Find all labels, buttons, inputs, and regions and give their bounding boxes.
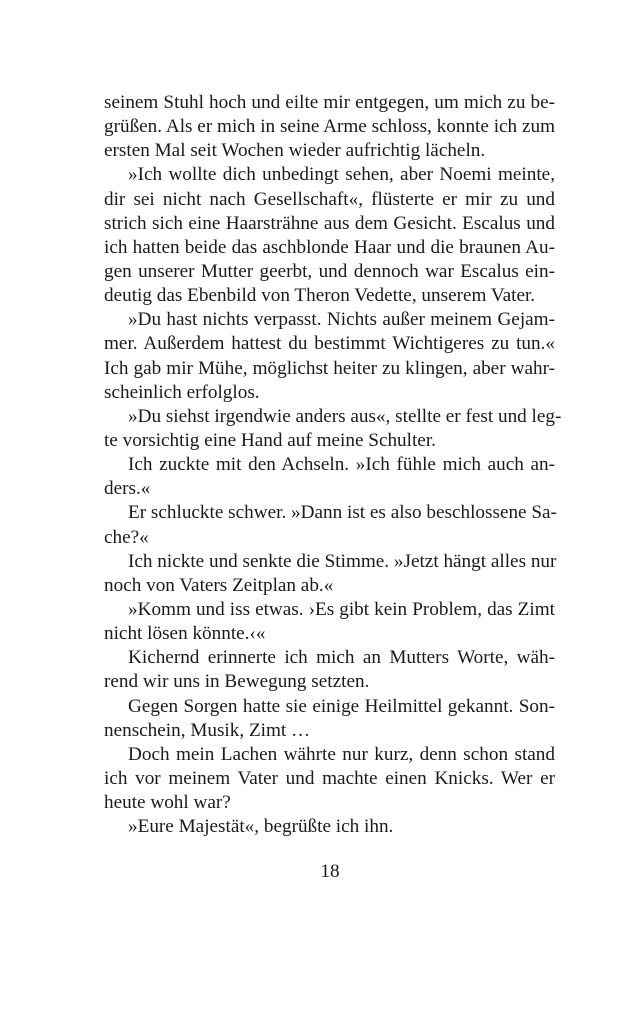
paragraph — [104, 815, 555, 839]
paragraph — [104, 501, 555, 549]
text-line: dir sei nicht nach Gesellschaft«, flüsterte er mir zu und — [104, 188, 555, 210]
text-line: nenschein, Musik, Zimt … — [104, 719, 311, 741]
text-line: Ich zuckte mit den Achseln. »Ich fühle mich auch an- — [128, 454, 555, 476]
text-line: grüßen. Als er mich in seine Arme schloss, konnte ich zum — [104, 116, 555, 138]
text-line: deutig das Ebenbild von Theron Vedette, unserem Vater. — [104, 285, 536, 307]
paragraph — [104, 598, 555, 646]
paragraph — [104, 308, 555, 405]
text-line: »Du siehst irgendwie anders aus«, stellte er fest und leg- — [128, 405, 562, 427]
body-text — [104, 91, 562, 839]
text-line: »Eure Majestät«, begrüßte ich ihn. — [128, 816, 394, 838]
text-line: scheinlich erfolglos. — [104, 381, 260, 403]
text-line: noch von Vaters Zeitplan ab.« — [104, 574, 334, 596]
paragraph — [104, 743, 555, 815]
text-line: Ich nickte und senkte die Stimme. »Jetzt hängt alles nur — [128, 550, 557, 572]
text-line: nicht lösen könnte.‹« — [104, 623, 266, 645]
paragraph — [104, 91, 555, 163]
text-line: Doch mein Lachen währte nur kurz, denn schon stand — [128, 743, 555, 765]
text-line: »Komm und iss etwas. ›Es gibt kein Problem, das Zimt — [128, 598, 555, 620]
text-line: gen unserer Mutter geerbt, und dennoch war Escalus ein- — [104, 260, 555, 282]
text-line: Kichernd erinnerte ich mich an Mutters Worte, wäh- — [128, 647, 555, 669]
text-line: ders.« — [104, 478, 151, 500]
text-line: seinem Stuhl hoch und eilte mir entgegen, um mich zu be- — [104, 92, 555, 113]
text-line: heute wohl war? — [104, 792, 231, 814]
paragraph — [104, 163, 555, 308]
text-line: Ich gab mir Mühe, möglichst heiter zu klingen, aber wahr- — [104, 357, 555, 379]
text-line: ich hatten beide das aschblonde Haar und die braunen Au- — [104, 236, 555, 258]
paragraph — [104, 695, 555, 743]
text-line: Gegen Sorgen hatte sie einige Heilmittel gekannt. Son- — [128, 695, 555, 717]
text-line: Er schluckte schwer. »Dann ist es also beschlossene Sa- — [128, 502, 557, 524]
text-line: che?« — [104, 526, 149, 548]
paragraph — [104, 550, 555, 598]
text-line: ich vor meinem Vater und machte einen Knicks. Wer er — [104, 767, 555, 789]
text-line: te vorsichtig eine Hand auf meine Schulter. — [104, 429, 436, 451]
paragraph — [104, 453, 555, 501]
text-line: »Ich wollte dich unbedingt sehen, aber Noemi meinte, — [128, 164, 555, 186]
paragraph — [104, 405, 562, 453]
text-line: rend wir uns in Bewegung setzten. — [104, 671, 370, 693]
page-number: 18 — [320, 861, 340, 882]
text-line: »Du hast nichts verpasst. Nichts außer meinem Gejam- — [128, 309, 555, 331]
paragraph — [104, 646, 555, 694]
text-line: ersten Mal seit Wochen wieder aufrichtig lächeln. — [104, 140, 486, 162]
text-line: mer. Außerdem hattest du bestimmt Wichtigeres zu tun.« — [104, 333, 555, 355]
text-line: strich sich eine Haarsträhne aus dem Gesicht. Escalus und — [104, 212, 555, 234]
